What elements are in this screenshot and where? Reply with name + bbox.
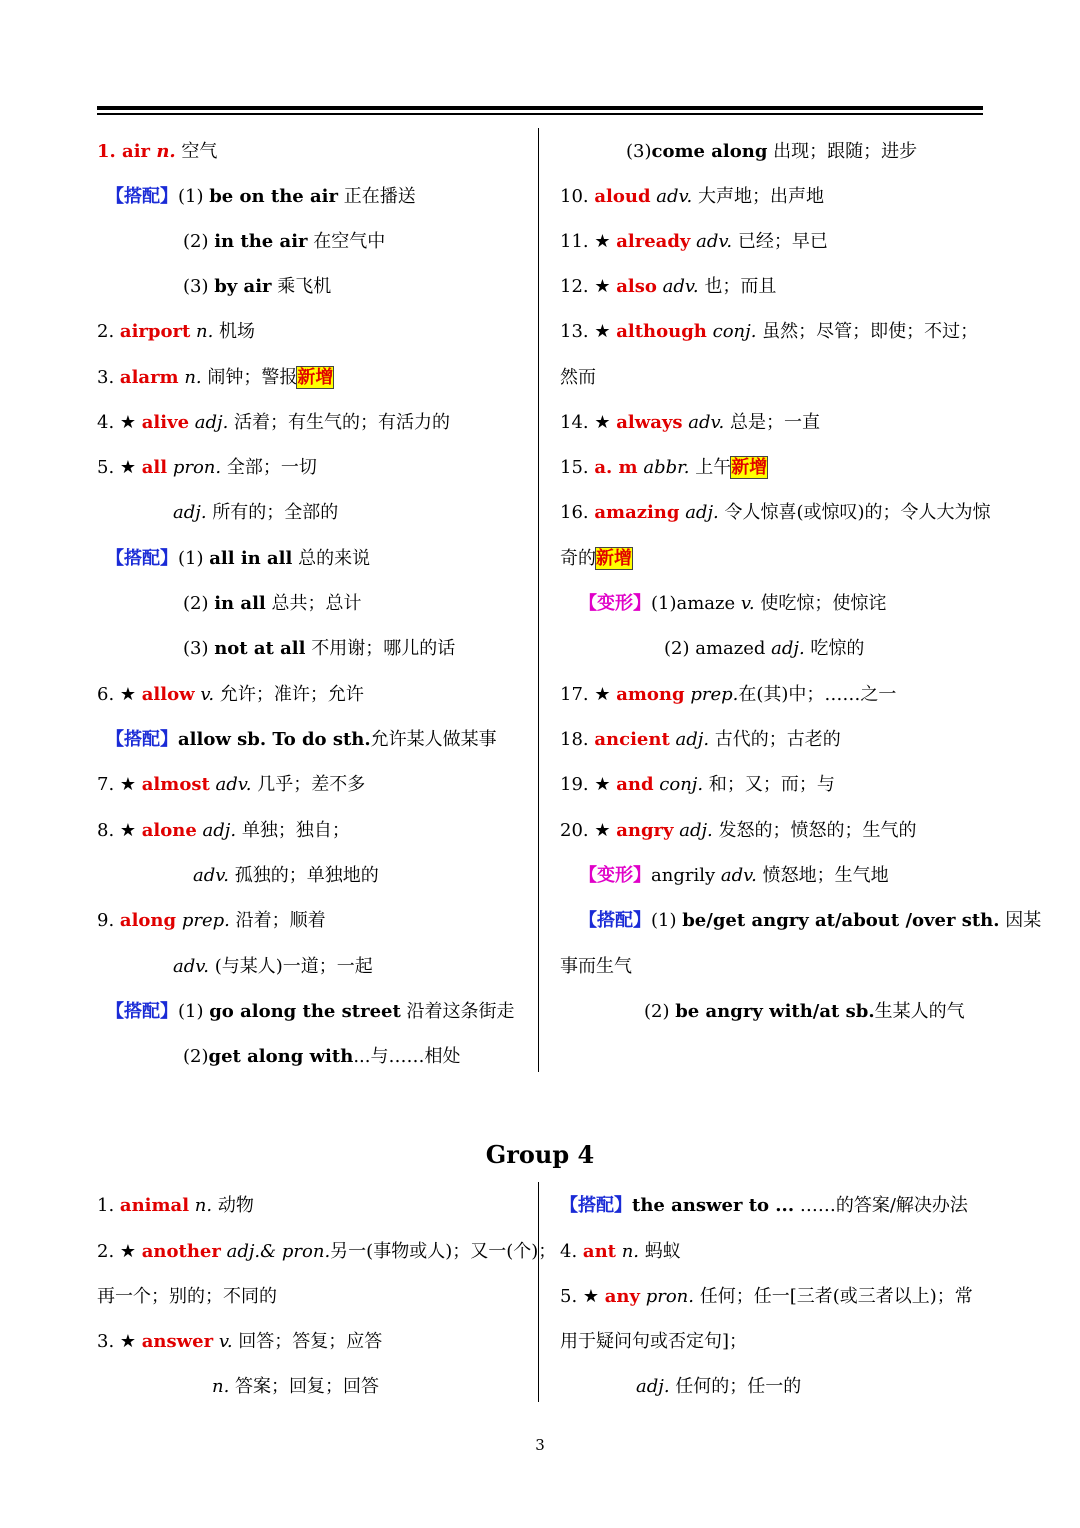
vocab-text: already (616, 231, 691, 252)
vocab-line (173, 955, 373, 979)
vocab-text: answer (141, 1331, 214, 1352)
vocab-text: alone (141, 820, 197, 841)
vocab-text: ...与……相处 (353, 1046, 461, 1067)
vocab-text: 在(其)中；……之一 (738, 684, 897, 705)
vocab-text: 古代的；古老的 (709, 729, 841, 750)
vocab-line (97, 456, 317, 480)
vocab-text: come along (651, 141, 768, 162)
vocab-text: adj. (669, 729, 710, 750)
vocab-text: 闹钟；警报 (201, 367, 298, 388)
vocab-text: 3. ★ (97, 1331, 142, 1352)
vocab-line (97, 140, 217, 164)
vocab-text: 【搭配】 (106, 729, 178, 750)
vocab-text: adj. (673, 820, 713, 841)
vocab-text: 7. ★ (97, 774, 142, 795)
vocab-text: pron. (639, 1286, 694, 1307)
vocab-text: 动物 (212, 1195, 254, 1216)
vocab-text: 在空气中 (307, 231, 386, 252)
vocab-text: 【搭配】 (560, 1195, 632, 1216)
vocab-text: 【搭配】 (579, 910, 651, 931)
column-divider-top (538, 128, 539, 1072)
vocab-text: 允许某人做某事 (370, 729, 497, 750)
vocab-text: 正在播送 (338, 186, 416, 207)
vocab-text: 机场 (213, 321, 256, 342)
vocab-text: adj. (765, 638, 805, 659)
vocab-text: 【搭配】 (106, 548, 178, 569)
vocab-text: almost (141, 774, 210, 795)
vocab-text: n. (212, 1376, 230, 1397)
vocab-text: prep. (176, 910, 230, 931)
vocab-text: 10. (560, 186, 595, 207)
vocab-line (97, 909, 326, 933)
vocab-text: 已经；早已 (732, 231, 828, 252)
vocab-text: adv. (650, 186, 693, 207)
vocab-line (106, 728, 497, 752)
vocab-text: 不用谢；哪儿的话 (305, 638, 456, 659)
vocab-line (560, 320, 978, 344)
vocab-text: adj. (679, 502, 719, 523)
vocab-line (212, 1375, 379, 1399)
vocab-line (97, 320, 255, 344)
vocab-line (106, 185, 416, 209)
vocab-line (183, 230, 385, 254)
vocab-line (664, 637, 864, 661)
vocab-text: among (616, 684, 685, 705)
vocab-text: 4. (560, 1241, 583, 1262)
vocab-text: adv. (173, 956, 210, 977)
vocab-text: 吃惊的 (804, 638, 865, 659)
vocab-text: also (616, 276, 657, 297)
vocab-text: (2) (183, 593, 215, 614)
vocab-line (183, 1045, 460, 1069)
vocab-text: abbr. (637, 457, 690, 478)
vocab-text: 乘飞机 (271, 276, 332, 297)
vocab-text: 总共；总计 (265, 593, 362, 614)
vocab-text: 2. ★ (97, 1241, 142, 1262)
vocab-text: be angry with/at sb. (675, 1001, 875, 1022)
vocab-text: any (604, 1286, 640, 1307)
vocab-line (579, 592, 886, 616)
vocab-text: angry (616, 820, 674, 841)
vocab-text: 孤独的；单独地的 (229, 865, 379, 886)
vocab-text: 上午 (689, 457, 732, 478)
vocab-text: adj. (189, 412, 229, 433)
vocab-text: be on the air (209, 186, 338, 207)
vocab-line (183, 275, 331, 299)
vocab-text: a. m (594, 457, 638, 478)
vocab-text: 总是；一直 (724, 412, 820, 433)
vocab-text: allow sb. To do sth. (178, 729, 371, 750)
vocab-text: adv. (209, 774, 252, 795)
vocab-text: (2) amazed (664, 638, 766, 659)
new-badge: 新增 (297, 367, 334, 388)
vocab-text: (1) (178, 1001, 210, 1022)
vocab-text: get along with (208, 1046, 354, 1067)
vocab-line (97, 1194, 254, 1218)
vocab-text: (与某人)一道；一起 (209, 956, 373, 977)
vocab-text: 令人惊喜(或惊叹)的；令人大为惊 (718, 502, 991, 523)
vocab-text: n. (615, 1241, 640, 1262)
vocab-text: n. (190, 321, 214, 342)
vocab-text: 另一(事物或人)；又一(个)； (330, 1241, 557, 1262)
new-badge: 新增 (596, 548, 632, 569)
vocab-text: (3) (183, 638, 215, 659)
vocab-text: 4. ★ (97, 412, 142, 433)
vocab-text: (2) (183, 1046, 209, 1067)
vocab-text: adv. (193, 865, 230, 886)
vocab-text: n. (178, 367, 202, 388)
vocab-text: along (119, 910, 177, 931)
vocab-text: 13. ★ (560, 321, 617, 342)
vocab-text: ……的答案/解决办法 (794, 1195, 968, 1216)
vocab-text: all in all (209, 548, 293, 569)
vocab-line (193, 864, 379, 888)
vocab-text: 20. ★ (560, 820, 617, 841)
vocab-text: 5. ★ (560, 1286, 605, 1307)
vocab-text: 几乎；差不多 (251, 774, 366, 795)
vocab-text: (3) (626, 141, 652, 162)
vocab-text: adj. (636, 1376, 670, 1397)
vocab-line (560, 1194, 968, 1218)
vocab-text: allow (141, 684, 195, 705)
vocab-text: 【变形】 (579, 865, 651, 886)
vocab-text: 答案；回复；回答 (229, 1376, 380, 1397)
header-rule-thin (97, 113, 983, 115)
vocab-text: v. (194, 684, 215, 705)
vocab-text: the answer to ... (632, 1195, 795, 1216)
vocab-text: in the air (214, 231, 308, 252)
vocab-line (97, 1285, 277, 1309)
vocab-text: (1) (651, 910, 683, 931)
vocab-text: 全部；一切 (221, 457, 317, 478)
vocab-text: 1. air (97, 141, 151, 162)
vocab-text: 16. (560, 502, 595, 523)
vocab-line (560, 1240, 681, 1264)
vocab-text: always (616, 412, 683, 433)
vocab-line (560, 1285, 973, 1309)
vocab-line (644, 1000, 965, 1024)
vocab-text: 允许；准许；允许 (214, 684, 364, 705)
vocab-text: in all (214, 593, 266, 614)
vocab-line (106, 1000, 515, 1024)
vocab-text: 因某 (999, 910, 1042, 931)
new-badge: 新增 (731, 457, 768, 478)
vocab-text: although (616, 321, 707, 342)
vocab-text: 大声地；出声地 (692, 186, 825, 207)
vocab-text: 【变形】 (579, 593, 651, 614)
vocab-text: 6. ★ (97, 684, 142, 705)
vocab-line (560, 501, 991, 525)
vocab-text: 再一个；别的；不同的 (97, 1286, 277, 1307)
vocab-text: 15. (560, 457, 595, 478)
vocab-text: prep. (684, 684, 739, 705)
group-title: Group 4 (485, 1140, 595, 1169)
vocab-line (560, 683, 896, 707)
vocab-text: 14. ★ (560, 412, 617, 433)
vocab-line (183, 592, 361, 616)
vocab-text: ant (582, 1241, 616, 1262)
vocab-text: (1) (178, 186, 210, 207)
vocab-line (626, 140, 917, 164)
vocab-text: 发怒的；愤怒的；生气的 (712, 820, 917, 841)
column-divider-bottom (538, 1182, 539, 1402)
vocab-text: be/get angry at/about /over sth. (682, 910, 1000, 931)
vocab-line (560, 819, 917, 843)
vocab-line (560, 1330, 747, 1354)
vocab-text: 使吃惊；使惊诧 (754, 593, 887, 614)
vocab-text: and (616, 774, 654, 795)
vocab-text: 蚂蚁 (639, 1241, 681, 1262)
vocab-text: 然而 (560, 367, 596, 388)
vocab-text: 和；又；而；与 (703, 774, 835, 795)
vocab-text: 12. ★ (560, 276, 617, 297)
vocab-text: 任何；任一[三者(或三者以上)；常 (693, 1286, 973, 1307)
vocab-text: (1) (178, 548, 210, 569)
vocab-text: aloud (594, 186, 651, 207)
vocab-text: 8. ★ (97, 820, 142, 841)
vocab-text: 回答；答复；应答 (232, 1331, 383, 1352)
vocab-text: 17. ★ (560, 684, 617, 705)
vocab-text: (3) (183, 276, 215, 297)
vocab-text: 事而生气 (560, 956, 632, 977)
vocab-text: airport (119, 321, 191, 342)
vocab-text: 18. (560, 729, 595, 750)
vocab-text: (2) (644, 1001, 676, 1022)
vocab-text: another (141, 1241, 221, 1262)
vocab-text: v. (213, 1331, 233, 1352)
vocab-text: 虽然；尽管；即使；不过； (756, 321, 979, 342)
vocab-text: 沿着；顺着 (229, 910, 326, 931)
vocab-text: n. (189, 1195, 213, 1216)
vocab-text: pron. (167, 457, 222, 478)
vocab-text: 出现；跟随；进步 (767, 141, 918, 162)
vocab-line (173, 501, 338, 525)
vocab-line (97, 1330, 382, 1354)
vocab-text: angrily (651, 865, 716, 886)
vocab-line (636, 1375, 801, 1399)
vocab-text: 5. ★ (97, 457, 142, 478)
vocab-text: animal (119, 1195, 190, 1216)
vocab-text: (1)amaze (651, 593, 736, 614)
vocab-text: adj. (196, 820, 237, 841)
vocab-line (560, 728, 841, 752)
vocab-text: adj. (173, 502, 207, 523)
vocab-text: 沿着这条街走 (400, 1001, 515, 1022)
vocab-line (97, 773, 365, 797)
vocab-line (560, 456, 767, 480)
vocab-text: 活着；有生气的；有活力的 (228, 412, 451, 433)
vocab-text: adj.& pron. (220, 1241, 331, 1262)
vocab-text: alarm (119, 367, 179, 388)
vocab-text: by air (214, 276, 272, 297)
vocab-text: 2. (97, 321, 120, 342)
vocab-line (560, 275, 776, 299)
vocab-line (97, 1240, 556, 1264)
vocab-text: adv. (690, 231, 733, 252)
vocab-text: go along the street (209, 1001, 401, 1022)
vocab-line (560, 547, 632, 571)
vocab-text: 19. ★ (560, 774, 617, 795)
vocab-text: adv. (682, 412, 725, 433)
vocab-text: 3. (97, 367, 120, 388)
vocab-text: ancient (594, 729, 670, 750)
vocab-text: conj. (706, 321, 757, 342)
vocab-line (97, 366, 333, 390)
vocab-line (183, 637, 455, 661)
vocab-text: 奇的 (560, 548, 596, 569)
vocab-text: conj. (653, 774, 704, 795)
vocab-text: 任何的；任一的 (669, 1376, 802, 1397)
vocab-text: alive (141, 412, 190, 433)
vocab-text: 11. ★ (560, 231, 617, 252)
vocab-text: v. (735, 593, 755, 614)
vocab-line (560, 955, 632, 979)
vocab-line (560, 230, 828, 254)
header-rule-thick (97, 106, 983, 110)
vocab-line (579, 909, 1041, 933)
vocab-text: 用于疑问句或否定句]； (560, 1331, 748, 1352)
vocab-line (579, 864, 889, 888)
vocab-line (106, 547, 370, 571)
vocab-line (560, 366, 596, 390)
vocab-text: not at all (214, 638, 306, 659)
vocab-text: 1. (97, 1195, 120, 1216)
vocab-line (560, 411, 820, 435)
vocab-text: (2) (183, 231, 215, 252)
vocab-text: n. (150, 141, 176, 162)
vocab-text: amazing (594, 502, 680, 523)
vocab-text: 也；而且 (698, 276, 777, 297)
vocab-text: 单独；独自； (236, 820, 350, 841)
vocab-text: adv. (656, 276, 699, 297)
page-number: 3 (535, 1436, 545, 1454)
vocab-text: 【搭配】 (106, 186, 178, 207)
vocab-text: 所有的；全部的 (206, 502, 339, 523)
vocab-text: 9. (97, 910, 120, 931)
vocab-line (97, 411, 450, 435)
vocab-line (560, 185, 824, 209)
vocab-text: 愤怒地；生气地 (756, 865, 889, 886)
vocab-text: 【搭配】 (106, 1001, 178, 1022)
vocab-text: all (141, 457, 168, 478)
vocab-line (560, 773, 835, 797)
vocab-text: 空气 (175, 141, 218, 162)
vocab-text: 总的来说 (292, 548, 371, 569)
vocab-text: adv. (715, 865, 757, 886)
vocab-line (97, 683, 364, 707)
vocab-text: 生某人的气 (874, 1001, 965, 1022)
vocab-line (97, 819, 350, 843)
